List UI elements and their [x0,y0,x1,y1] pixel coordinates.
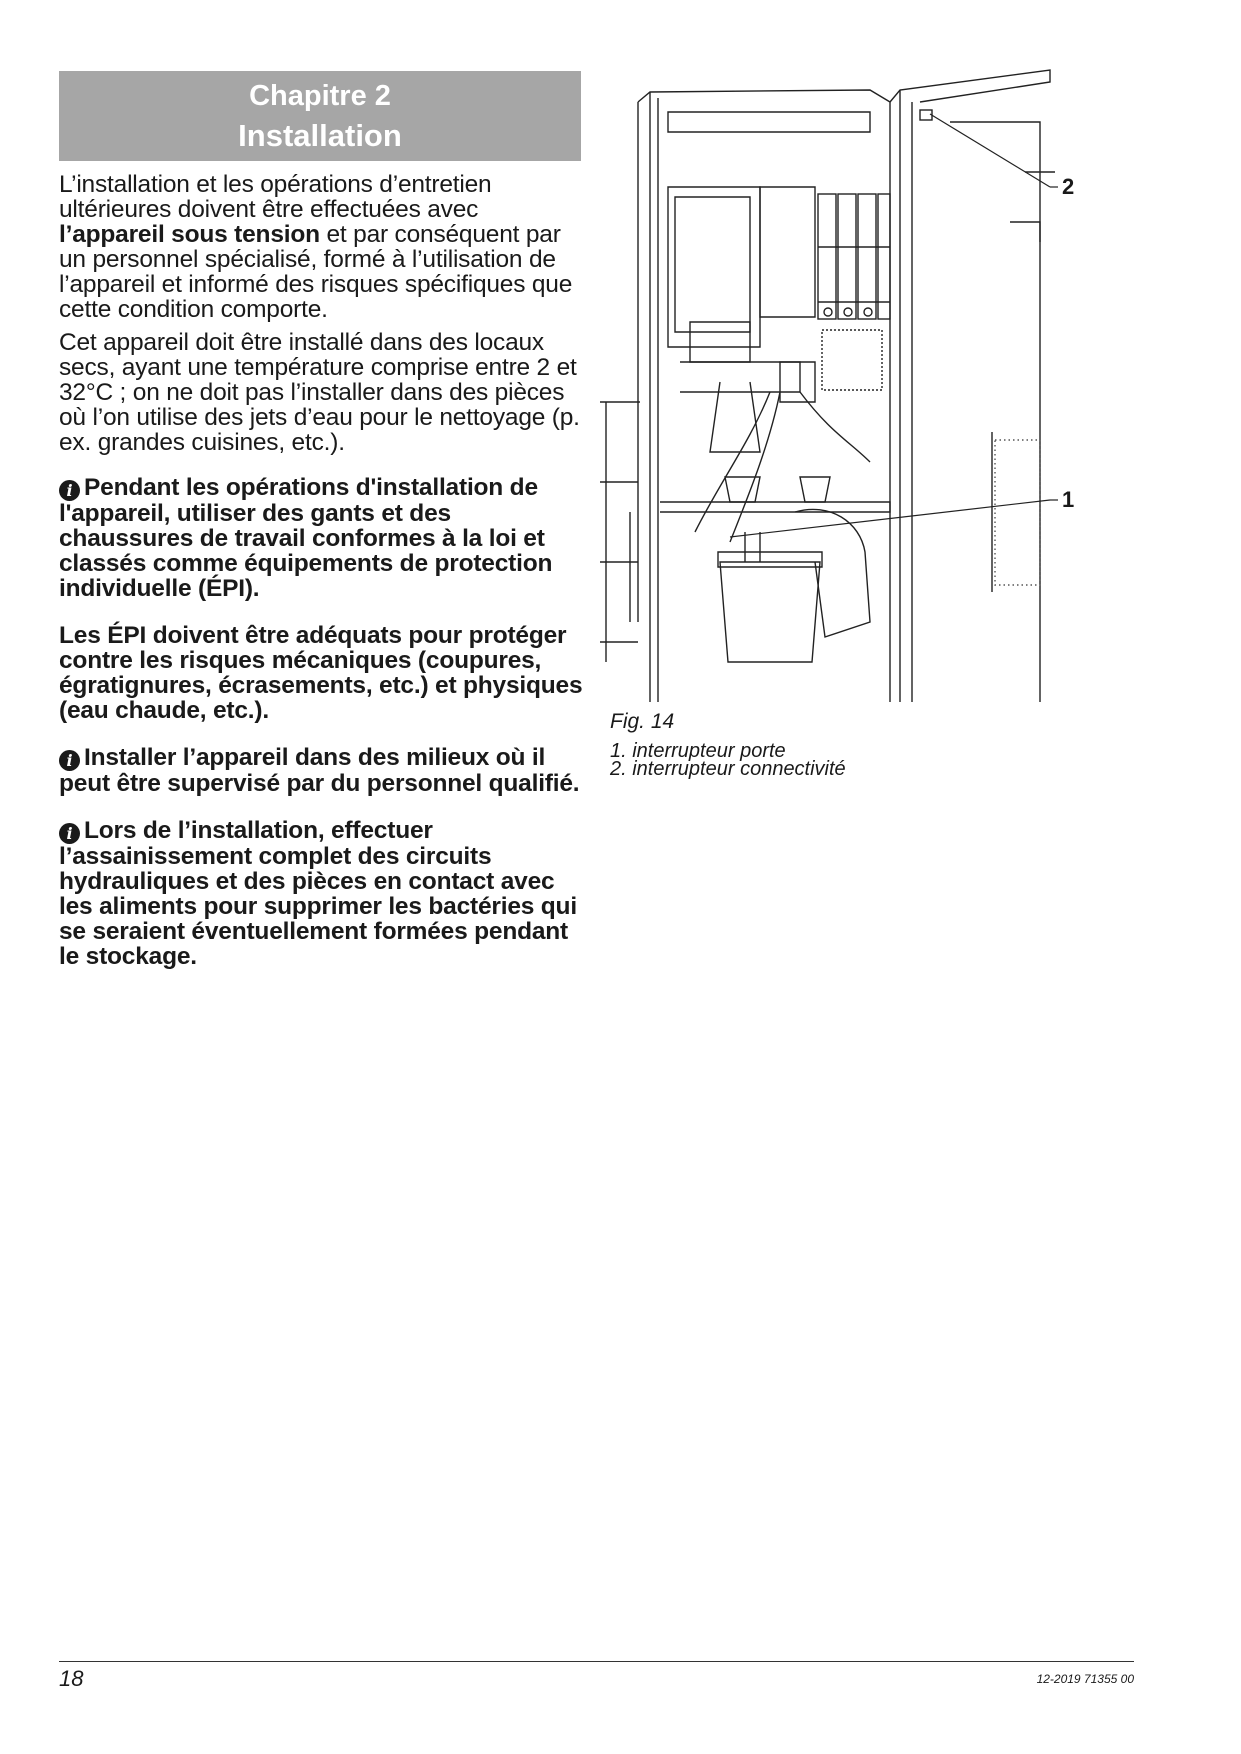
warning-sanitization-text: Lors de l’installation, effectuer l’assainissement complet des circuits hydrauliques et des pièces en contact avec les aliments pour supprimer les bactéries qui se seraient éventuellement formées pendant le stockage. [59,817,577,970]
footer-divider [59,1661,1134,1662]
figure-caption [610,712,846,778]
intro-emphasis: l’appareil sous tension [59,221,320,248]
callout-2: 2 [1062,174,1075,199]
chapter-number: Chapitre 2 [249,80,391,112]
intro-paragraph-2: Cet appareil doit être installé dans des locaux secs, ayant une température comprise entre 2 et 32°C ; on ne doit pas l’installer dans des pièces où l’on utilise des jets d’eau pour le nettoyage (p. ex. grandes cuisines, etc.). [59,329,580,456]
warning-supervision-text: Installer l’appareil dans des milieux où il peut être supervisé par du personnel qualifié. [59,744,580,797]
warning-ppe-text: Pendant les opérations d'installation de l'appareil, utiliser des gants et des chaussures de travail conformes à la loi et classés comme équipements de protection individuelle (ÉPI). [59,474,553,602]
info-circle-icon: i [59,480,80,501]
legend-item: 1. interrupteur porte [610,740,786,762]
figure-title: Fig. 14 [610,710,675,733]
intro-text-end: et par conséquent par un personnel spécialisé, formé à l’utilisation de l’appareil et informé des risques spécifiques que cette condition comporte. [59,221,573,323]
chapter-header [59,71,581,161]
main-text-column [59,172,589,969]
page-number: 18 [59,1666,84,1691]
intro-text-start: L’installation et les opérations d’entretien ultérieures doivent être effectuées avec [59,171,492,223]
warning-ppe-protection: Les ÉPI doivent être adéquats pour protéger contre les risques mécaniques (coupures, égratignures, écrasements, etc.) et physiques (eau chaude, etc.). [59,622,583,724]
legend-item: 2. interrupteur connectivité [610,758,846,780]
warning-supervision [59,745,589,796]
warning-ppe [59,475,589,601]
chapter-title: Installation [238,118,402,153]
machine-interior-illustration [600,62,1070,712]
intro-paragraph-1 [59,172,589,322]
document-code: 12-2019 71355 00 [1036,1672,1134,1686]
callout-1: 1 [1062,487,1075,512]
info-circle-icon: i [59,750,80,771]
figure-legend [610,742,846,778]
info-circle-icon: i [59,823,80,844]
warning-sanitization [59,818,589,969]
